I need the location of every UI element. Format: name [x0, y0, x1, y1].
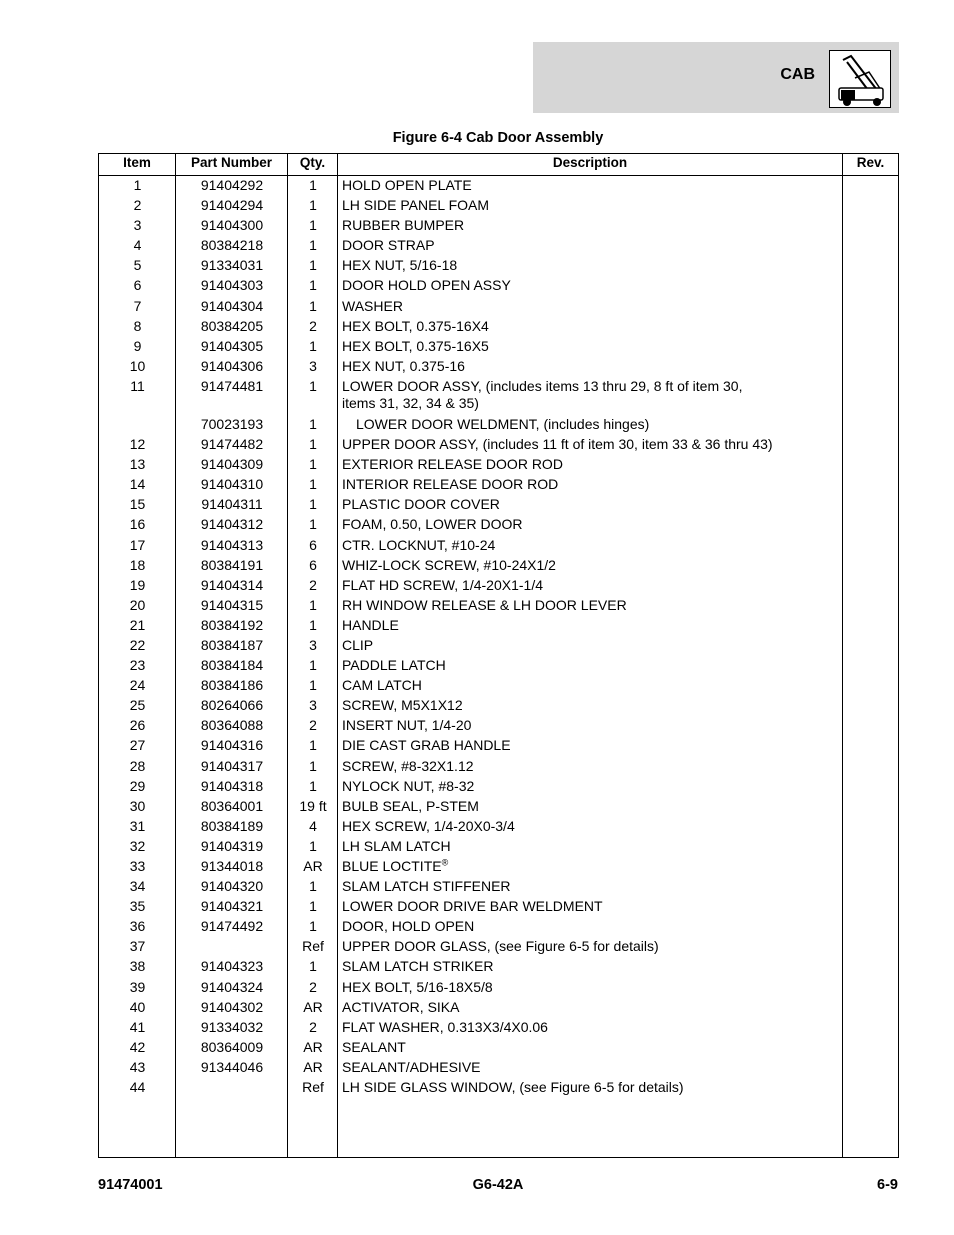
part-number-cell: 91404321 [200, 898, 264, 915]
description-text: LOWER DOOR ASSY, (includes items 13 thru 29, 8 ft of item 30, [342, 377, 743, 394]
part-number-cell: 91334032 [200, 1018, 264, 1035]
part-number-cell: 91404315 [200, 596, 264, 613]
qty-cell: 3 [309, 357, 317, 374]
description-cell [342, 456, 842, 473]
description-cell [342, 979, 842, 996]
description-text: DOOR HOLD OPEN ASSY [342, 277, 511, 294]
item-cell: 35 [129, 898, 146, 915]
part-number-cell: 91404311 [201, 496, 263, 513]
qty-cell: 1 [309, 237, 317, 254]
item-cell: 25 [129, 697, 146, 714]
item-cell: 34 [129, 878, 146, 895]
description-cell [342, 858, 842, 875]
part-number-cell: 91334031 [200, 257, 264, 274]
qty-cell: 1 [309, 737, 317, 754]
qty-cell: 1 [309, 217, 317, 234]
qty-cell: 4 [309, 817, 317, 834]
description-cell [342, 1079, 842, 1096]
qty-cell: 19 ft [299, 797, 327, 814]
item-cell: 23 [129, 657, 146, 674]
description-text: FLAT HD SCREW, 1/4-20X1-1/4 [342, 576, 543, 593]
col-header-description: Description [552, 155, 628, 170]
description-text: HEX NUT, 5/16-18 [342, 257, 458, 274]
description-cell [342, 217, 842, 234]
item-cell: 12 [129, 436, 146, 453]
description-cell [342, 476, 842, 493]
part-number-cell: 91344018 [200, 858, 264, 874]
item-cell: 40 [129, 998, 146, 1015]
qty-cell: AR [303, 1038, 323, 1055]
item-cell: 1 [133, 177, 142, 193]
description-cell [342, 1019, 842, 1036]
qty-cell: 1 [309, 297, 317, 314]
qty-cell: 2 [309, 576, 317, 593]
qty-cell: 3 [309, 636, 317, 653]
qty-cell: 6 [309, 536, 317, 553]
description-cell [342, 918, 842, 935]
description-cell [342, 657, 842, 674]
description-text: EXTERIOR RELEASE DOOR ROD [342, 456, 563, 473]
description-text: HEX BOLT, 5/16-18X5/8 [342, 978, 493, 995]
item-cell: 20 [129, 596, 146, 613]
item-cell: 6 [133, 277, 142, 294]
qty-cell: 1 [309, 436, 317, 453]
description-cell [342, 1039, 842, 1056]
qty-cell: 6 [309, 556, 317, 573]
table-row [99, 336, 898, 356]
description-text: DOOR STRAP [342, 237, 435, 254]
item-cell: 9 [133, 337, 142, 354]
description-cell [342, 537, 842, 554]
description-cell [342, 798, 842, 815]
table-row [99, 514, 898, 534]
qty-cell: AR [303, 1058, 323, 1075]
part-number-cell: 91404292 [200, 177, 264, 193]
table-row [99, 235, 898, 255]
description-text: LOWER DOOR WELDMENT, (includes hinges) [356, 415, 650, 432]
description-cell [342, 177, 842, 194]
description-cell [342, 938, 842, 955]
description-cell [342, 737, 842, 754]
item-cell: 19 [129, 576, 146, 593]
description-text: CLIP [342, 636, 374, 653]
part-number-cell: 91404314 [200, 576, 264, 593]
col-header-qty: Qty. [299, 155, 326, 170]
item-cell: 32 [129, 837, 146, 854]
item-cell: 18 [129, 556, 146, 573]
description-text: SEALANT/ADHESIVE [342, 1058, 481, 1075]
description-cell [342, 237, 842, 254]
qty-cell: 1 [309, 616, 317, 633]
description-text: INSERT NUT, 1/4-20 [342, 717, 472, 734]
description-text-continued: items 31, 32, 34 & 35) [342, 394, 479, 411]
qty-cell: AR [303, 858, 323, 874]
description-cell [342, 298, 842, 315]
item-cell: 36 [129, 918, 146, 935]
description-text: RH WINDOW RELEASE & LH DOOR LEVER [342, 596, 627, 613]
qty-cell: 2 [309, 978, 317, 995]
item-cell: 30 [129, 797, 146, 814]
description-cell [342, 338, 842, 355]
part-number-cell: 80384184 [200, 657, 264, 674]
description-text: PADDLE LATCH [342, 657, 446, 674]
qty-cell: 1 [309, 898, 317, 915]
table-row [99, 715, 898, 735]
table-row [99, 836, 898, 856]
table-row [99, 856, 898, 876]
description-cell [342, 617, 842, 634]
description-cell [342, 277, 842, 294]
description-cell [342, 358, 842, 375]
table-row [99, 675, 898, 695]
description-text: HEX SCREW, 1/4-20X0-3/4 [342, 817, 515, 834]
description-text: HEX NUT, 0.375-16 [342, 357, 465, 374]
description-cell [342, 436, 842, 453]
qty-cell: 1 [309, 777, 317, 794]
item-cell: 10 [129, 357, 146, 374]
item-cell: 3 [133, 217, 142, 234]
table-row [99, 997, 898, 1017]
description-cell [342, 257, 842, 274]
qty-cell: 1 [309, 596, 317, 613]
description-text: HOLD OPEN PLATE [342, 177, 472, 193]
description-text: UPPER DOOR GLASS, (see Figure 6-5 for details) [342, 938, 659, 955]
part-number-cell: 91404319 [200, 837, 264, 854]
item-cell: 44 [129, 1079, 146, 1096]
part-number-cell: 80384218 [200, 237, 264, 254]
table-row [99, 296, 898, 316]
part-number-cell: 80384187 [200, 636, 264, 653]
part-number-cell: 80364088 [200, 717, 264, 734]
qty-cell: 2 [309, 717, 317, 734]
description-cell [342, 717, 842, 734]
description-text: PLASTIC DOOR COVER [342, 496, 500, 513]
description-cell [356, 416, 856, 433]
part-number-cell: 91404306 [200, 357, 264, 374]
part-number-cell: 80364009 [200, 1038, 264, 1055]
qty-cell: 2 [309, 317, 317, 334]
description-text: UPPER DOOR ASSY, (includes 11 ft of item 30, item 33 & 36 thru 43) [342, 436, 773, 453]
description-cell [342, 878, 842, 895]
description-text: SLAM LATCH STRIKER [342, 958, 494, 975]
table-row [99, 816, 898, 836]
part-number-cell: 91404316 [200, 737, 264, 754]
item-cell: 31 [129, 817, 146, 834]
description-text: HANDLE [342, 616, 399, 633]
table-row [99, 936, 898, 956]
description-cell [342, 197, 842, 214]
part-number-cell: 91404320 [200, 878, 264, 895]
qty-cell: 1 [309, 377, 317, 394]
description-text: BULB SEAL, P-STEM [342, 797, 479, 814]
table-row [99, 474, 898, 494]
item-cell: 21 [129, 616, 146, 633]
description-text: LOWER DOOR DRIVE BAR WELDMENT [342, 898, 603, 915]
part-number-cell: 80384192 [200, 616, 264, 633]
qty-cell: 1 [309, 415, 317, 432]
part-number-cell: 91474482 [200, 436, 264, 453]
qty-cell: 1 [309, 496, 317, 513]
qty-cell: 1 [309, 657, 317, 674]
qty-cell: 1 [309, 257, 317, 274]
part-number-cell: 80384205 [200, 317, 264, 334]
table-row [99, 1077, 898, 1097]
description-cell [342, 778, 842, 795]
qty-cell: 1 [309, 516, 317, 533]
qty-cell: 1 [309, 878, 317, 895]
qty-cell: 1 [309, 918, 317, 935]
qty-cell: Ref [302, 938, 324, 955]
qty-cell: 1 [309, 476, 317, 493]
table-row [99, 655, 898, 675]
description-cell [342, 1059, 842, 1076]
description-cell [342, 557, 842, 574]
table-row [99, 776, 898, 796]
description-text: LH SLAM LATCH [342, 837, 451, 854]
footer-model: G6-42A [472, 1177, 524, 1193]
section-title: CAB [780, 66, 815, 83]
item-cell: 11 [130, 377, 145, 394]
item-cell: 28 [129, 757, 146, 774]
table-row [99, 695, 898, 715]
table-row [99, 316, 898, 336]
description-cell [342, 378, 842, 412]
description-text: ACTIVATOR, SIKA [342, 998, 460, 1015]
item-cell: 22 [129, 636, 146, 653]
description-cell [342, 999, 842, 1016]
part-number-cell: 80384189 [200, 817, 264, 834]
qty-cell: 1 [309, 757, 317, 774]
table-row [99, 916, 898, 936]
item-cell: 33 [129, 858, 146, 874]
description-text: FOAM, 0.50, LOWER DOOR [342, 516, 523, 533]
description-text: FLAT WASHER, 0.313X3/4X0.06 [342, 1018, 548, 1035]
description-text: HEX BOLT, 0.375-16X5 [342, 337, 489, 354]
part-number-cell: 91404310 [200, 476, 264, 493]
table-row [99, 575, 898, 595]
description-cell [342, 318, 842, 335]
part-number-cell: 70023193 [200, 415, 264, 432]
part-number-cell: 91404312 [200, 516, 264, 533]
cab-lift-icon [829, 50, 891, 108]
part-number-cell: 91344046 [200, 1058, 264, 1075]
figure-title: Figure 6-4 Cab Door Assembly [392, 130, 604, 146]
part-number-cell: 80264066 [200, 697, 264, 714]
description-text: NYLOCK NUT, #8-32 [342, 777, 475, 794]
description-text: SCREW, M5X1X12 [342, 697, 463, 714]
item-cell: 15 [129, 496, 146, 513]
part-number-cell: 91404317 [200, 757, 264, 774]
qty-cell: 3 [309, 697, 317, 714]
description-text: WHIZ-LOCK SCREW, #10-24X1/2 [342, 556, 556, 573]
item-cell: 42 [129, 1038, 146, 1055]
table-row [99, 756, 898, 776]
item-cell: 5 [133, 257, 142, 274]
table-row [99, 255, 898, 275]
description-text: DOOR, HOLD OPEN [342, 918, 475, 935]
part-number-cell: 80384191 [200, 556, 264, 573]
description-text: CAM LATCH [342, 677, 422, 694]
item-cell: 39 [129, 978, 146, 995]
section-header [533, 42, 899, 113]
description-text: LH SIDE PANEL FOAM [342, 197, 490, 214]
table-row [99, 535, 898, 555]
description-text: RUBBER BUMPER [342, 217, 465, 234]
description-text: HEX BOLT, 0.375-16X4 [342, 317, 489, 334]
description-cell [342, 697, 842, 714]
description-text: BLUE LOCTITE [342, 858, 442, 874]
description-cell [342, 516, 842, 533]
description-text: SLAM LATCH STIFFENER [342, 878, 511, 895]
qty-cell: 1 [309, 677, 317, 694]
part-number-cell: 80384186 [200, 677, 264, 694]
part-number-cell: 91404324 [200, 978, 264, 995]
table-row [99, 796, 898, 816]
table-row [99, 876, 898, 896]
qty-cell: 1 [309, 177, 317, 193]
table-row [99, 434, 898, 454]
part-number-cell: 91404302 [200, 998, 264, 1015]
table-row [99, 376, 898, 414]
part-number-cell: 91474492 [200, 918, 264, 935]
qty-cell: AR [303, 998, 323, 1015]
qty-cell: Ref [302, 1079, 324, 1096]
description-text: DIE CAST GRAB HANDLE [342, 737, 511, 754]
table-row [99, 595, 898, 615]
table-row [99, 956, 898, 976]
qty-cell: 1 [309, 277, 317, 294]
description-cell [342, 677, 842, 694]
table-row [99, 1057, 898, 1077]
item-cell: 27 [129, 737, 146, 754]
description-cell [342, 958, 842, 975]
item-cell: 17 [129, 536, 146, 553]
table-row [99, 735, 898, 755]
part-number-cell: 91404300 [200, 217, 264, 234]
qty-cell: 2 [309, 1018, 317, 1035]
table-row [99, 555, 898, 575]
qty-cell: 1 [309, 197, 317, 214]
description-text: LH SIDE GLASS WINDOW, (see Figure 6-5 for details) [342, 1079, 684, 1096]
col-header-part-number: Part Number [190, 155, 273, 170]
description-cell [342, 838, 842, 855]
part-number-cell: 91404304 [200, 297, 264, 314]
part-number-cell: 91404313 [200, 536, 264, 553]
item-cell: 8 [133, 317, 142, 334]
part-number-cell: 91404305 [200, 337, 264, 354]
footer-document-number: 91474001 [98, 1177, 163, 1193]
registered-mark: ® [441, 857, 449, 868]
item-cell: 29 [129, 777, 146, 794]
table-row [99, 215, 898, 235]
table-row [99, 454, 898, 474]
table-row [99, 275, 898, 295]
qty-cell: 1 [309, 456, 317, 473]
qty-cell: 1 [309, 337, 317, 354]
table-row [99, 1037, 898, 1057]
parts-table [98, 153, 899, 1158]
part-number-cell: 91404303 [200, 277, 264, 294]
table-row [99, 635, 898, 655]
table-row [99, 1017, 898, 1037]
table-row [99, 896, 898, 916]
item-cell: 2 [133, 197, 142, 214]
item-cell: 41 [129, 1018, 146, 1035]
description-cell [342, 597, 842, 614]
description-cell [342, 496, 842, 513]
description-text: INTERIOR RELEASE DOOR ROD [342, 476, 559, 493]
qty-cell: 1 [309, 958, 317, 975]
table-body [99, 175, 898, 1097]
description-cell [342, 818, 842, 835]
table-row [99, 356, 898, 376]
col-header-item: Item [123, 155, 151, 170]
description-cell [342, 758, 842, 775]
item-cell: 13 [129, 456, 146, 473]
qty-cell: 1 [309, 837, 317, 854]
description-cell [342, 637, 842, 654]
table-row [99, 195, 898, 215]
table-row [99, 615, 898, 635]
table-row [99, 175, 898, 195]
item-cell: 14 [129, 476, 146, 493]
item-cell: 16 [129, 516, 146, 533]
item-cell: 43 [129, 1058, 146, 1075]
table-row [99, 494, 898, 514]
item-cell: 38 [129, 958, 146, 975]
item-cell: 37 [129, 938, 146, 955]
footer-page-number: 6-9 [877, 1177, 898, 1193]
part-number-cell: 91404318 [200, 777, 264, 794]
part-number-cell: 91474481 [200, 377, 264, 394]
item-cell: 26 [129, 717, 146, 734]
part-number-cell: 91404294 [200, 197, 264, 214]
description-cell [342, 577, 842, 594]
col-header-rev: Rev. [856, 155, 885, 170]
description-text: SEALANT [342, 1038, 406, 1055]
item-cell: 4 [133, 237, 142, 254]
description-text: SCREW, #8-32X1.12 [342, 757, 474, 774]
part-number-cell: 91404309 [200, 456, 264, 473]
description-cell [342, 898, 842, 915]
table-row [99, 414, 898, 434]
description-text: WASHER [342, 297, 403, 314]
item-cell: 7 [133, 297, 142, 314]
part-number-cell: 91404323 [200, 958, 264, 975]
description-text: CTR. LOCKNUT, #10-24 [342, 536, 496, 553]
part-number-cell: 80364001 [200, 797, 264, 814]
table-row [99, 977, 898, 997]
item-cell: 24 [129, 677, 146, 694]
